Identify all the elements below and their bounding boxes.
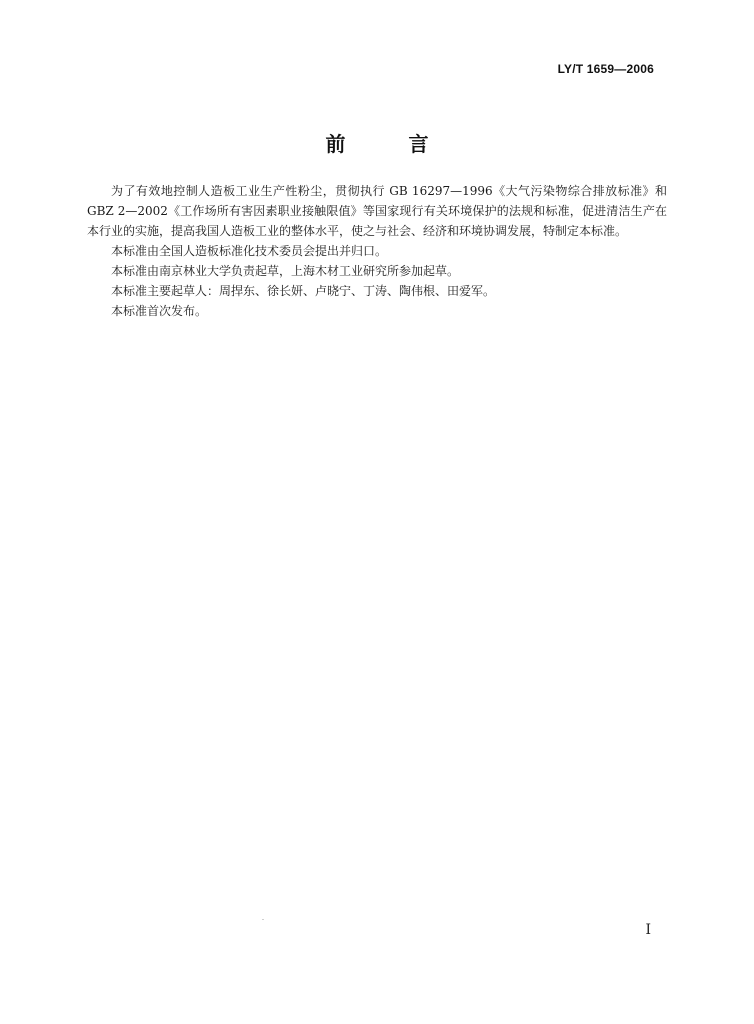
- paragraph-first-release: 本标准首次发布。: [111, 304, 208, 318]
- paragraph-purpose: 为了有效地控制人造板工业生产性粉尘，贯彻执行 GB 16297—1996《大气污染物综合排放标准》和 GBZ 2—2002《工作场所有害因素职业接触限值》等国家现行有关环境保护的法规和标准，促进清洁生产在本行业的实施，提高我国人造板工业的整体水平，使之与社会、经济和环境协调发展，特制定本标准。: [87, 184, 667, 238]
- paragraph-drafters: 本标准主要起草人：周捍东、徐长妍、卢晓宁、丁涛、陶伟根、田爱军。: [111, 284, 496, 298]
- paragraph-drafting-units: 本标准由南京林业大学负责起草，上海木材工业研究所参加起草。: [111, 264, 460, 278]
- standard-code: LY/T 1659—2006: [557, 62, 654, 76]
- page-number: I: [645, 922, 651, 938]
- paragraph-proposer: 本标准由全国人造板标准化技术委员会提出并归口。: [111, 244, 388, 258]
- page-title: 前 言: [325, 132, 457, 156]
- scan-speck: [262, 919, 264, 920]
- foreword-body: [87, 181, 667, 321]
